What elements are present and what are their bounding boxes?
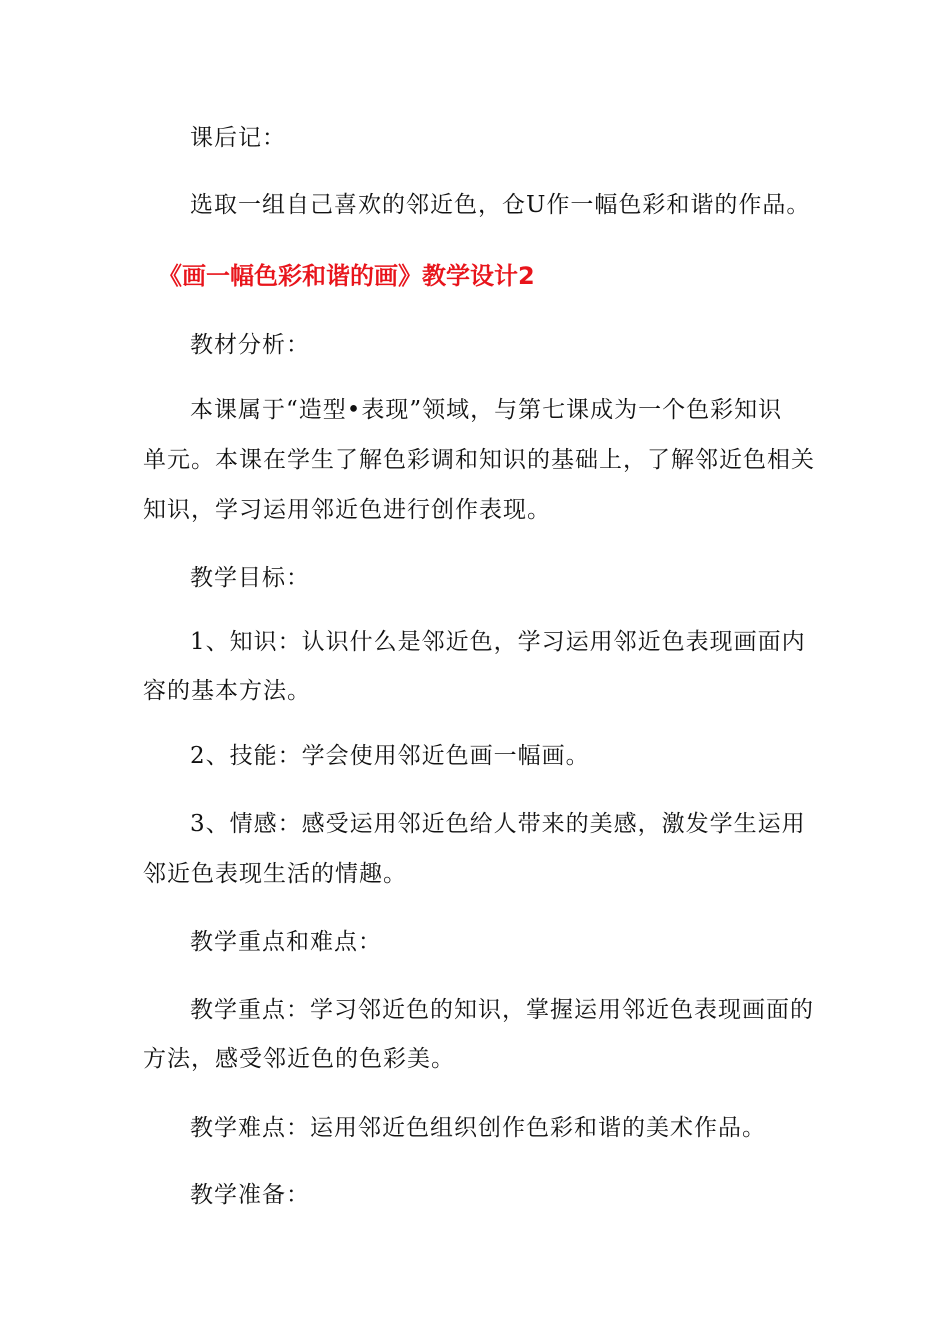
difficult-point: 教学难点：运用邻近色组织创作色彩和谐的美术作品。: [190, 1115, 766, 1141]
objectives-label: 教学目标：: [190, 565, 310, 591]
key-point-line-2: 方法，感受邻近色的色彩美。: [143, 1046, 455, 1072]
objective-2: 2、技能：学会使用邻近色画一幅画。: [190, 743, 590, 769]
after-class-label: 课后记：: [190, 125, 286, 151]
objective-1-line-2: 容的基本方法。: [143, 678, 311, 704]
objective-3-line-1: 3、情感：感受运用邻近色给人带来的美感，激发学生运用: [190, 811, 806, 837]
material-analysis-line-2: 单元。本课在学生了解色彩调和知识的基础上，了解邻近色相关: [143, 447, 815, 473]
section-heading: 《画一幅色彩和谐的画》教学设计2: [158, 262, 535, 290]
material-analysis-line-1: 本课属于“造型•表现”领域，与第七课成为一个色彩知识: [190, 397, 783, 423]
objective-1-line-1: 1、知识：认识什么是邻近色，学习运用邻近色表现画面内: [190, 629, 806, 655]
objective-3-line-2: 邻近色表现生活的情趣。: [143, 861, 407, 887]
material-analysis-line-3: 知识，学习运用邻近色进行创作表现。: [143, 497, 551, 523]
key-point-line-1: 教学重点：学习邻近色的知识，掌握运用邻近色表现画面的: [190, 997, 814, 1023]
preparation-label: 教学准备：: [190, 1182, 310, 1208]
material-analysis-label: 教材分析：: [190, 332, 310, 358]
key-difficult-label: 教学重点和难点：: [190, 929, 382, 955]
after-class-text: 选取一组自己喜欢的邻近色，仓U作一幅色彩和谐的作品。: [190, 192, 811, 218]
